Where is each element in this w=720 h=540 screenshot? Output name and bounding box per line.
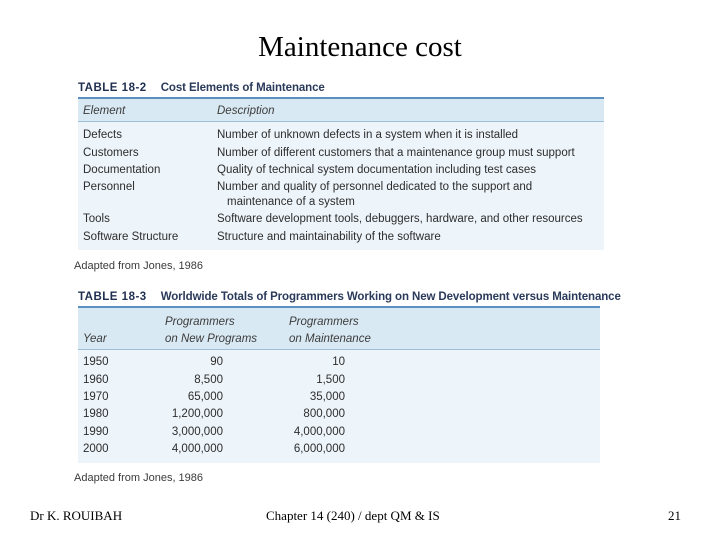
year-cell: 2000 bbox=[83, 443, 109, 455]
new-programs-cell: 1,200,000 bbox=[171, 408, 223, 420]
table1-header-description: Description bbox=[217, 105, 275, 117]
table1-heading bbox=[78, 82, 325, 94]
table2-body bbox=[78, 350, 600, 463]
new-programs-cell: 3,000,000 bbox=[171, 426, 223, 438]
new-programs-cell: 4,000,000 bbox=[171, 443, 223, 455]
maintenance-cell: 800,000 bbox=[303, 408, 345, 420]
description-cell: Software development tools, debuggers, hardware, and other resources bbox=[217, 213, 583, 225]
table2-header-row bbox=[78, 308, 600, 350]
year-cell: 1960 bbox=[83, 374, 109, 386]
new-programs-cell: 65,000 bbox=[187, 391, 223, 403]
table1-source-note: Adapted from Jones, 1986 bbox=[74, 260, 204, 272]
header-new-line2: on New Programs bbox=[165, 333, 258, 345]
header-new-line1: Programmers bbox=[165, 316, 235, 328]
description-cell: Quality of technical system documentation including test cases bbox=[217, 164, 536, 176]
table2-source-note: Adapted from Jones, 1986 bbox=[74, 472, 204, 484]
element-cell: Software Structure bbox=[83, 231, 179, 243]
footer-chapter: Chapter 14 (240) / dept QM & IS bbox=[266, 508, 440, 523]
table2-heading bbox=[78, 291, 621, 303]
element-cell: Tools bbox=[83, 213, 110, 225]
table1-header-element: Element bbox=[83, 105, 126, 117]
element-cell: Defects bbox=[83, 129, 122, 141]
description-cell: Number of unknown defects in a system when it is installed bbox=[217, 129, 519, 141]
year-cell: 1950 bbox=[83, 356, 109, 368]
year-cell: 1980 bbox=[83, 408, 109, 420]
maintenance-cell: 1,500 bbox=[316, 374, 345, 386]
new-programs-cell: 8,500 bbox=[194, 374, 223, 386]
table2-number: TABLE 18-3 bbox=[78, 291, 147, 303]
maintenance-cell: 10 bbox=[332, 356, 345, 368]
header-year: Year bbox=[83, 333, 107, 345]
description-cell: Number of different customers that a maintenance group must support bbox=[217, 147, 575, 159]
table1-body bbox=[78, 122, 604, 250]
page-number: 21 bbox=[668, 508, 681, 523]
year-cell: 1990 bbox=[83, 426, 109, 438]
description-cell-continued: maintenance of a system bbox=[227, 196, 355, 208]
element-cell: Personnel bbox=[83, 181, 135, 193]
element-cell: Customers bbox=[83, 147, 139, 159]
table1-caption: Cost Elements of Maintenance bbox=[160, 82, 325, 94]
header-maint-line1: Programmers bbox=[289, 316, 359, 328]
description-cell: Structure and maintainability of the software bbox=[217, 231, 441, 243]
new-programs-cell: 90 bbox=[210, 356, 223, 368]
slide-title: Maintenance cost bbox=[258, 31, 462, 63]
description-cell: Number and quality of personnel dedicated to the support and bbox=[217, 181, 533, 193]
maintenance-cell: 35,000 bbox=[309, 391, 345, 403]
table1-number: TABLE 18-2 bbox=[78, 82, 147, 94]
year-cell: 1970 bbox=[83, 391, 109, 403]
element-cell: Documentation bbox=[83, 164, 161, 176]
table1-header-row bbox=[78, 99, 604, 122]
maintenance-cell: 6,000,000 bbox=[293, 443, 345, 455]
footer-author: Dr K. ROUIBAH bbox=[30, 508, 123, 523]
header-maint-line2: on Maintenance bbox=[289, 333, 371, 345]
table2-caption: Worldwide Totals of Programmers Working on New Development versus Maintenance bbox=[160, 291, 621, 303]
maintenance-cell: 4,000,000 bbox=[293, 426, 345, 438]
